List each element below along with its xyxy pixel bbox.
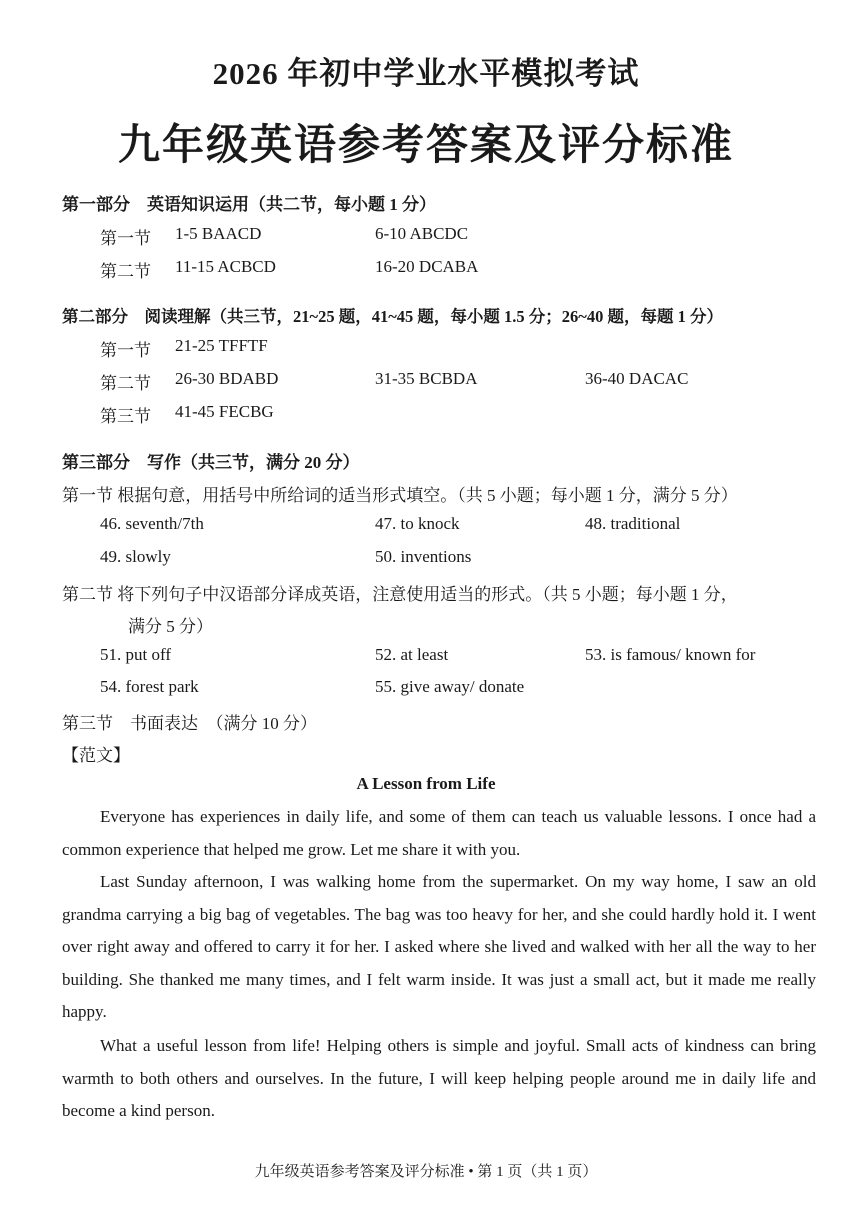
answer-52: 52. at least — [375, 645, 449, 664]
answer-54: 54. forest park — [100, 677, 199, 696]
essay-title: A Lesson from Life — [356, 774, 496, 793]
page-title: 2026 年初中学业水平模拟考试 — [212, 56, 640, 91]
part3-heading: 第三部分 写作（共三节，满分 20 分） — [62, 453, 360, 472]
answer-55: 55. give away/ donate — [375, 677, 525, 696]
answer-51: 51. put off — [100, 645, 171, 664]
part3-sec2-instructions-cont: 满分 5 分） — [128, 617, 213, 636]
answer-49: 49. slowly — [100, 547, 171, 566]
part2-sec3-label: 第三节 — [100, 407, 151, 426]
part1-sec1-label: 第一节 — [100, 229, 151, 248]
answer-47: 47. to knock — [375, 514, 460, 533]
part2-sec1-label: 第一节 — [100, 341, 151, 360]
part2-sec1-answers-a: 21-25 TFFTF — [175, 336, 268, 355]
part2-sec3-answers-a: 41-45 FECBG — [175, 402, 274, 421]
part1-heading: 第一部分 英语知识运用（共二节，每小题 1 分） — [62, 195, 436, 214]
page-footer: 九年级英语参考答案及评分标准 • 第 1 页（共 1 页） — [254, 1164, 598, 1180]
part2-sec2-answers-a: 26-30 BDABD — [175, 369, 279, 388]
answer-48: 48. traditional — [585, 514, 681, 533]
part1-sec1-answers-b: 6-10 ABCDC — [375, 224, 469, 243]
essay-paragraph-2: Last Sunday afternoon, I was walking home from the supermarket. On my way home, I saw an old grandma carrying a big bag of vegetables. The bag was too heavy for her, and she could hardly hold it. I went over right away and offered to carry it for her. I asked where she lived and walked with her all the way to her building. She thanked me many times, and I felt warm inside. It was just a small act, but it made me really happy. — [62, 872, 816, 1022]
answer-53: 53. is famous/ known for — [585, 645, 756, 664]
part1-sec2-answers-b: 16-20 DCABA — [375, 257, 479, 276]
part2-sec2-label: 第二节 — [100, 374, 151, 393]
answer-50: 50. inventions — [375, 547, 472, 566]
part1-sec2-label: 第二节 — [100, 262, 151, 281]
answer-46: 46. seventh/7th — [100, 514, 204, 533]
part1-sec1-answers-a: 1-5 BAACD — [175, 224, 262, 243]
page-subtitle: 九年级英语参考答案及评分标准 — [117, 123, 734, 169]
part3-sec2-instructions: 第二节 将下列句子中汉语部分译成英语，注意使用适当的形式。（共 5 小题；每小题 1 分， — [62, 585, 738, 604]
part2-sec2-answers-c: 36-40 DACAC — [585, 369, 689, 388]
part3-sec1-instructions: 第一节 根据句意，用括号中所给词的适当形式填空。（共 5 小题；每小题 1 分，满分 5 分） — [62, 486, 738, 505]
part3-sec3-instructions: 第三节 书面表达 （满分 10 分） — [62, 714, 317, 733]
essay-paragraph-3: What a useful lesson from life! Helping others is simple and joyful. Small acts of kindness can bring warmth to both others and ourselves. In the future, I will keep helping people around me in daily life and become a kind person. — [62, 1036, 816, 1121]
part2-heading: 第二部分 阅读理解（共三节，21~25 题，41~45 题，每小题 1.5 分；26~40 题，每题 1 分） — [62, 307, 723, 326]
essay-paragraph-1: Everyone has experiences in daily life, and some of them can teach us valuable lessons. I once had a common experience that helped me grow. Let me share it with you. — [62, 807, 816, 859]
sample-essay-label: 【范文】 — [62, 746, 130, 765]
part1-sec2-answers-a: 11-15 ACBCD — [175, 257, 276, 276]
part2-sec2-answers-b: 31-35 BCBDA — [375, 369, 478, 388]
